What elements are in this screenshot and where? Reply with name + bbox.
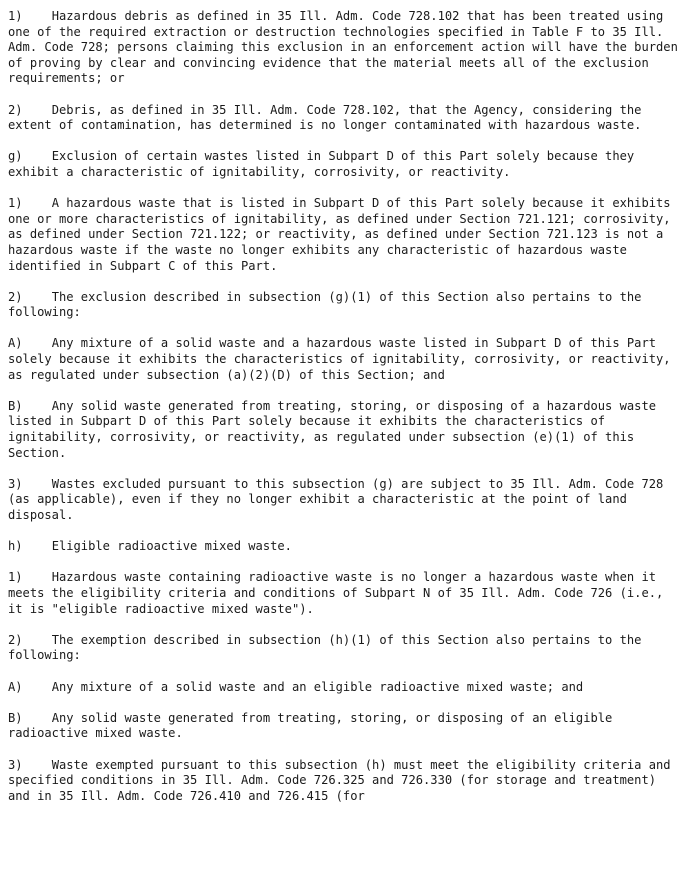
paragraph-marker: 3) [8,757,23,772]
paragraph-text: Hazardous debris as defined in 35 Ill. Adm. Code 728.102 that has been treated using one of the required extraction or destruction technologies specified in Table F to 35 Ill. Adm. Code 728; persons claiming this exclusion in an enforcement action will have the burden of proving by clear and convincing evidence that the material meets all of the exclusion requirements; or [8,9,686,86]
paragraph-text: Debris, as defined in 35 Ill. Adm. Code 728.102, that the Agency, considering the extent of contamination, has determined is no longer contaminated with hazardous waste. [8,102,649,133]
paragraph-marker: B) [8,710,23,725]
paragraph-text: Waste exempted pursuant to this subsection (h) must meet the eligibility criteria and specified conditions in 35 Ill. Adm. Code 726.325 and 726.330 (for storage and treatment) and in 35 Ill. Adm. Code 726.410 and 726.415 (for [8,757,678,803]
paragraph-text: Exclusion of certain wastes listed in Subpart D of this Part solely because they exhibit a characteristic of ignitability, corrosivity, or reactivity. [8,149,642,179]
paragraph-marker: 1) [8,196,23,211]
paragraph-marker: 1) [8,570,23,585]
paragraph-g-1 [8,196,683,274]
paragraph-subsection-g [8,149,683,180]
paragraph-text: Any mixture of a solid waste and a hazardous waste listed in Subpart D of this Part solely because it exhibits the characteristics of ignitability, corrosivity, or reactivity, as regulated under subsection (a)(2)(D) of this Section; and [8,336,678,382]
paragraph-g-2-b [8,399,683,461]
paragraph-h-2 [8,633,683,664]
paragraph-text: Any mixture of a solid waste and an eligible radioactive mixed waste; and [51,679,584,694]
paragraph-text: Eligible radioactive mixed waste. [51,539,292,554]
paragraph-item-1 [8,9,686,87]
paragraph-marker: g) [8,149,23,164]
paragraph-text: The exclusion described in subsection (g)(1) of this Section also pertains to the following: [8,289,649,320]
paragraph-h-2-a [8,680,683,696]
paragraph-h-3 [8,758,683,805]
paragraph-g-2-a [8,336,683,383]
paragraph-subsection-h [8,539,683,555]
paragraph-text: The exemption described in subsection (h)(1) of this Section also pertains to the following: [8,632,649,663]
paragraph-marker: 2) [8,102,23,117]
paragraph-text: A hazardous waste that is listed in Subpart D of this Part solely because it exhibits one or more characteristics of ignitability, as defined under Section 721.121; corrosivity, as defined under Section 721.122; or reactivity, as defined under Section 721.123 is not a hazardous waste if the waste no longer exhibits any characteristic of hazardous waste identified in Subpart C of this Part. [8,196,678,273]
paragraph-text: Wastes excluded pursuant to this subsection (g) are subject to 35 Ill. Adm. Code 728 (as applicable), even if they no longer exhibit a characteristic at the point of land disposal. [8,476,671,522]
paragraph-text: Any solid waste generated from treating, storing, or disposing of a hazardous waste listed in Subpart D of this Part solely because it exhibits the characteristics of ignitability, corrosivity, or reactivity, as regulated under subsection (e)(1) of this Section. [8,398,664,460]
paragraph-g-2 [8,290,683,321]
paragraph-marker: B) [8,398,23,413]
paragraph-marker: 3) [8,476,23,491]
paragraph-marker: h) [8,539,23,554]
paragraph-text: Hazardous waste containing radioactive waste is no longer a hazardous waste when it meets the eligibility criteria and conditions of Subpart N of 35 Ill. Adm. Code 726 (i.e., it is "eligible radioactive mixed waste"). [8,570,671,616]
paragraph-marker: 2) [8,632,23,647]
paragraph-marker: A) [8,679,23,694]
document-page [8,9,686,804]
paragraph-h-1 [8,570,683,617]
paragraph-g-3 [8,477,683,524]
paragraph-text: Any solid waste generated from treating, storing, or disposing of an eligible radioactive mixed waste. [8,710,620,741]
paragraph-marker: 2) [8,289,23,304]
paragraph-marker: A) [8,336,23,351]
paragraph-marker: 1) [8,9,23,23]
paragraph-h-2-b [8,711,683,742]
paragraph-item-2 [8,103,683,134]
